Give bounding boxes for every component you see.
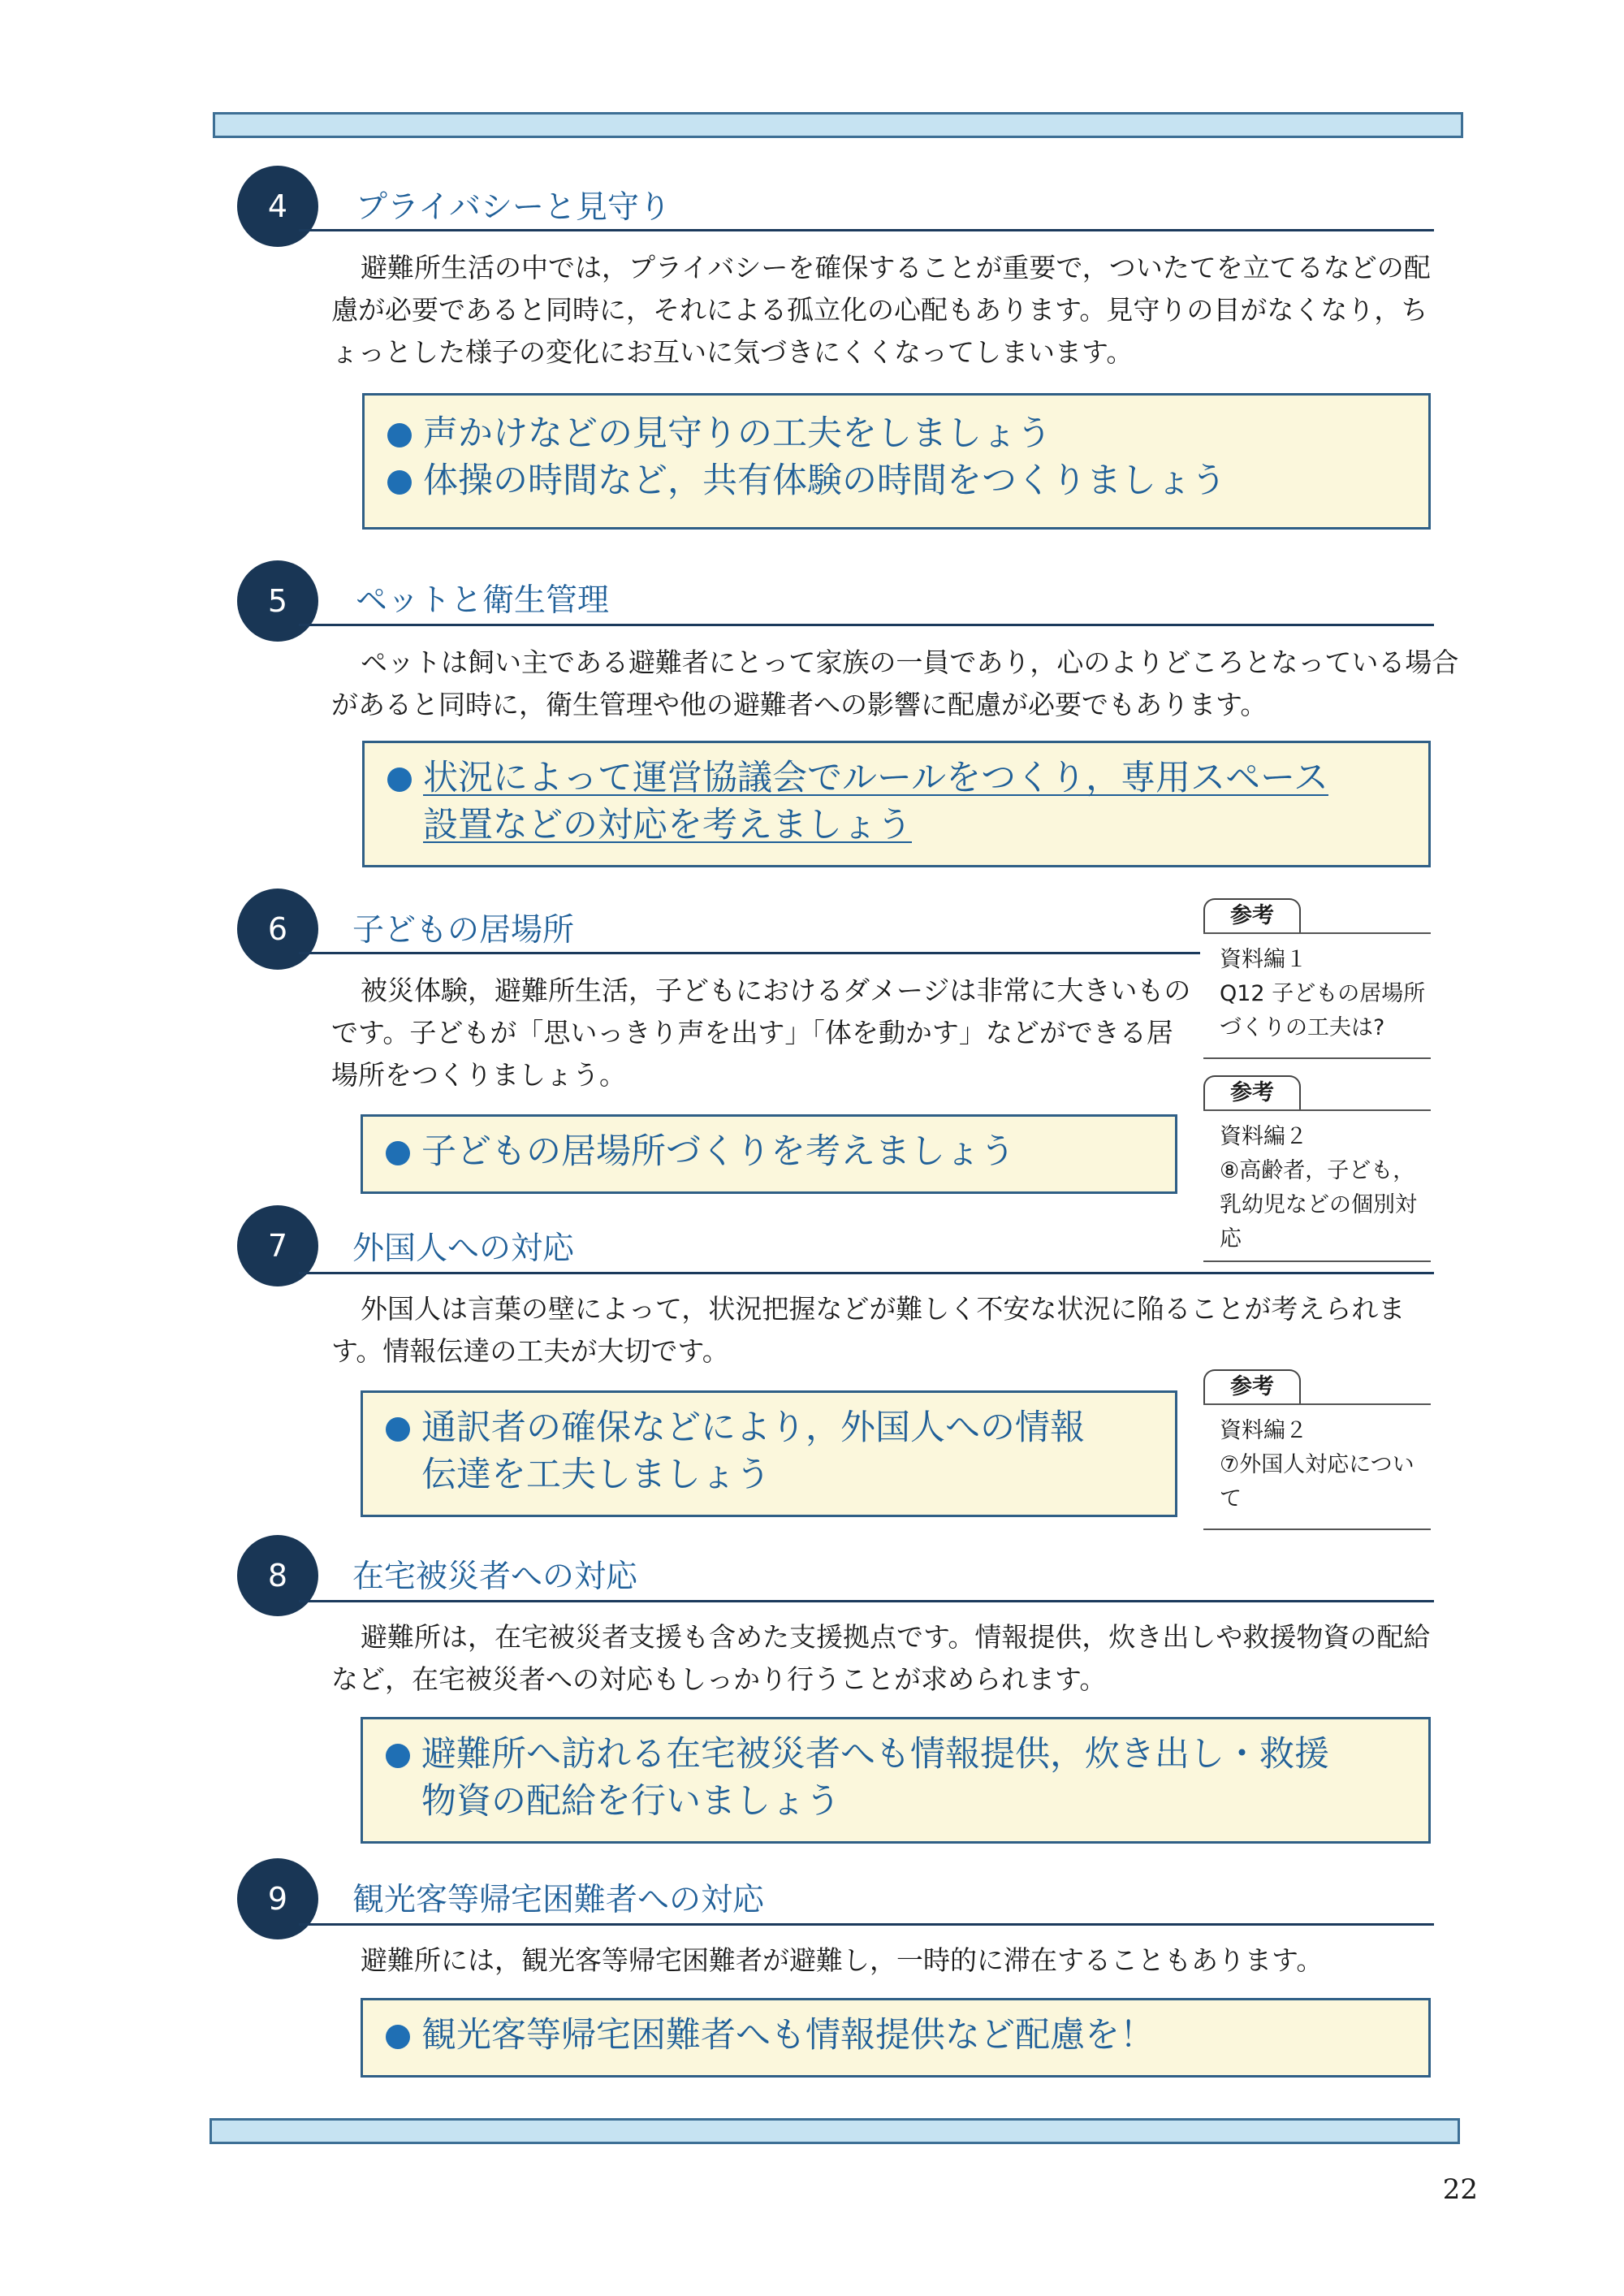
bullet-dot-icon xyxy=(387,767,412,792)
reference-top-rule xyxy=(1203,1403,1431,1405)
action-bullet xyxy=(386,1128,1160,1175)
action-box xyxy=(361,1717,1431,1844)
reference-tab: 参考 xyxy=(1203,1075,1301,1109)
section-title: 観光客等帰宅困難者への対応 xyxy=(352,1882,765,1918)
bullet-dot-icon xyxy=(387,470,412,495)
action-bullet-text: 避難所へ訪れる在宅被災者へも情報提供，炊き出し・救援 xyxy=(421,1734,1329,1775)
section-title: プライバシーと見守り xyxy=(356,189,672,226)
reference-bottom-rule xyxy=(1203,1529,1431,1530)
bullet-dot-icon xyxy=(386,1744,410,1768)
action-bullet-text: 設置などの対応を考えましょう xyxy=(423,805,912,845)
bottom-decorative-bar xyxy=(209,2118,1460,2144)
reference-note xyxy=(1203,1369,1431,1532)
reference-tab: 参考 xyxy=(1203,1369,1301,1403)
bullet-dot-icon xyxy=(386,1417,410,1442)
section-body-text: 被災体験，避難所生活，子どもにおけるダメージは非常に大きいものです。子どもが「思いっきり声を出す」「体を動かす」などができる居場所をつくりましょう。 xyxy=(331,975,1191,1091)
action-bullet xyxy=(386,1404,1160,1451)
action-bullet-text: 体操の時間など，共有体験の時間をつくりましょう xyxy=(423,460,1226,501)
section-number-badge: 9 xyxy=(237,1858,318,1939)
section-title: 外国人への対応 xyxy=(352,1230,575,1267)
reference-bottom-rule xyxy=(1203,1057,1431,1059)
action-bullet-continuation xyxy=(387,802,1414,849)
bullet-dot-icon xyxy=(386,2025,410,2049)
section-number-badge: 4 xyxy=(237,166,318,247)
action-box xyxy=(361,1114,1177,1194)
action-bullet xyxy=(386,1731,1414,1778)
section-title: 子どもの居場所 xyxy=(352,912,575,949)
section-title-rule xyxy=(299,1600,1434,1602)
top-decorative-bar xyxy=(213,112,1463,138)
page-number: 22 xyxy=(1442,2173,1478,2206)
section-number-badge: 8 xyxy=(237,1535,318,1616)
action-bullet-text: 通訳者の確保などにより，外国人への情報 xyxy=(421,1407,1085,1448)
section-title: 在宅被災者への対応 xyxy=(352,1559,638,1595)
action-bullet-continuation xyxy=(386,1451,1160,1498)
section-title: ペットと衛生管理 xyxy=(356,582,610,619)
action-box xyxy=(361,1998,1431,2078)
action-bullet-text: 子どもの居場所づくりを考えましょう xyxy=(421,1131,1015,1172)
action-box xyxy=(361,1390,1177,1517)
reference-note xyxy=(1203,898,1431,1061)
action-box xyxy=(362,741,1431,867)
reference-top-rule xyxy=(1203,1109,1431,1111)
section-number-badge: 7 xyxy=(237,1205,318,1286)
reference-text: 資料編１ Q12 子どもの居場所づくりの工夫は? xyxy=(1220,947,1426,1040)
section-title-rule xyxy=(299,229,1434,231)
section-title-rule xyxy=(299,624,1434,626)
section-body-text: 避難所には，観光客等帰宅困難者が避難し，一時的に滞在することもあります。 xyxy=(361,1944,1324,1976)
action-box xyxy=(362,393,1431,530)
bullet-dot-icon xyxy=(387,423,412,448)
reference-note xyxy=(1203,1075,1431,1262)
section-title-rule xyxy=(299,952,1200,954)
action-bullet-text: 伝達を工夫しましょう xyxy=(421,1455,771,1495)
section-body-text: 避難所は，在宅被災者支援も含めた支援拠点です。情報提供，炊き出しや救援物資の配給など，在宅被災者への対応もしっかり行うことが求められます。 xyxy=(331,1621,1431,1695)
reference-top-rule xyxy=(1203,932,1431,934)
reference-text: 資料編２ ⑦外国人対応について xyxy=(1220,1418,1415,1511)
section-title-rule xyxy=(299,1923,1434,1926)
section-body-text: ペットは飼い主である避難者にとって家族の一員であり，心のよりどころとなっている場合があると同時に，衛生管理や他の避難者への影響に配慮が必要でもあります。 xyxy=(331,646,1459,720)
reference-bottom-rule xyxy=(1203,1260,1431,1262)
section-title-rule xyxy=(299,1272,1434,1274)
action-bullet-text: 声かけなどの見守りの工夫をしましょう xyxy=(423,413,1052,454)
reference-text: 資料編２ ⑧高齢者，子ども，乳幼児などの個別対応 xyxy=(1220,1124,1417,1252)
action-bullet xyxy=(387,457,1414,504)
action-bullet-text: 観光客等帰宅困難者へも情報提供など配慮を！ xyxy=(421,2015,1155,2056)
section-number-badge: 5 xyxy=(237,560,318,642)
action-bullet xyxy=(387,410,1414,457)
action-bullet-text: 物資の配給を行いましょう xyxy=(421,1781,840,1822)
action-bullet xyxy=(386,2012,1414,2059)
reference-tab: 参考 xyxy=(1203,898,1301,932)
action-bullet xyxy=(387,755,1414,802)
section-body-text: 避難所生活の中では，プライバシーを確保することが重要で，ついたてを立てるなどの配慮が必要であると同時に，それによる孤立化の心配もあります。見守りの目がなくなり，ちょっとした様子の変化にお互いに気づきにくくなってしまいます。 xyxy=(331,252,1431,368)
action-bullet-continuation xyxy=(386,1778,1414,1825)
section-body-text: 外国人は言葉の壁によって，状況把握などが難しく不安な状況に陥ることが考えられます。情報伝達の工夫が大切です。 xyxy=(331,1293,1406,1367)
section-number-badge: 6 xyxy=(237,889,318,970)
bullet-dot-icon xyxy=(386,1141,410,1165)
action-bullet-text: 状況によって運営協議会でルールをつくり，専用スペース xyxy=(423,758,1328,798)
